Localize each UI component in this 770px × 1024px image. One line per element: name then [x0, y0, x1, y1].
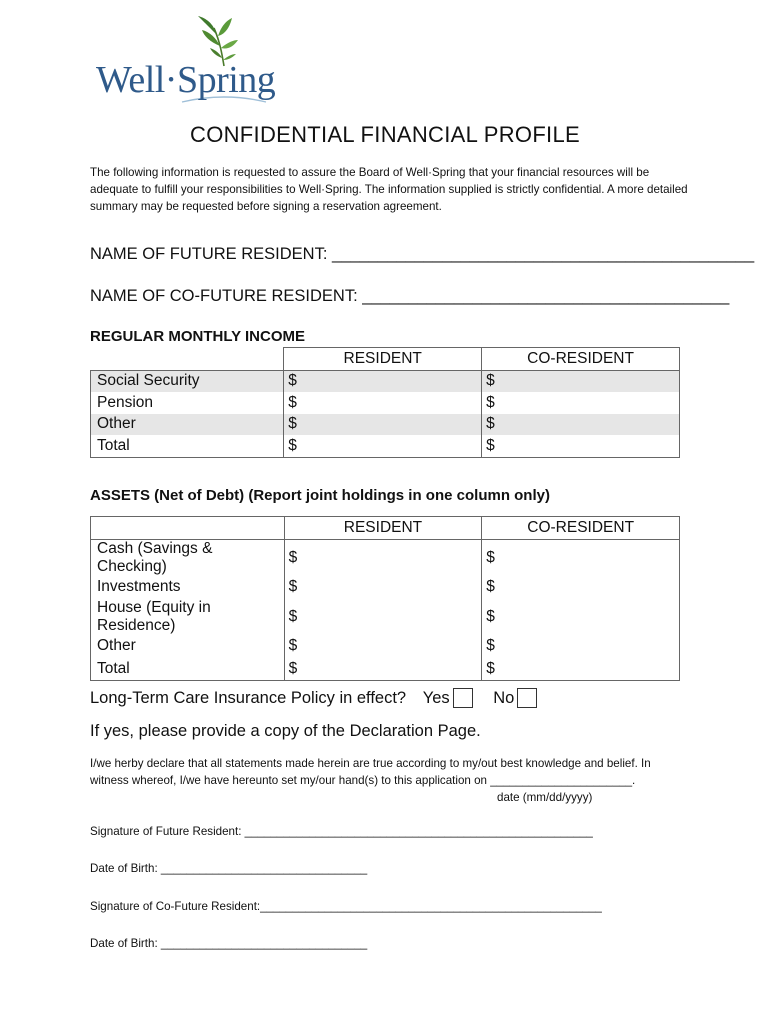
co-resident-amount-cell[interactable]: $: [482, 414, 680, 436]
row-label: Pension: [91, 392, 284, 414]
resident-amount-cell[interactable]: $: [284, 635, 482, 658]
co-resident-amount-cell[interactable]: $: [482, 635, 680, 658]
ltc-question-row: [90, 688, 537, 708]
yes-checkbox[interactable]: [453, 688, 473, 708]
intro-paragraph: The following information is requested to assure the Board of Well·Spring that your financial resources will be adequate to fulfill your responsibilities to Well·Spring. The information supplied is strictly confidential. A more detailed summary may be requested before signing a reservation agreement.: [90, 166, 688, 213]
resident-amount-cell[interactable]: $: [284, 539, 482, 576]
ltc-question: Long-Term Care Insurance Policy in effect?: [90, 689, 407, 707]
resident-amount-cell[interactable]: $: [284, 576, 482, 599]
table-header-row: [91, 517, 680, 540]
income-heading: REGULAR MONTHLY INCOME: [90, 328, 306, 345]
future-resident-signature-field[interactable]: Signature of Future Resident: ______________________________________________________: [90, 825, 593, 838]
dob-field-2[interactable]: Date of Birth: ________________________________: [90, 937, 368, 950]
header-blank: [91, 517, 285, 540]
table-header-row: [91, 348, 680, 371]
table-row: [91, 576, 680, 599]
table-row: [91, 635, 680, 658]
resident-amount-cell[interactable]: $: [284, 435, 482, 457]
row-label: House (Equity in Residence): [91, 599, 285, 635]
co-resident-amount-cell[interactable]: $: [482, 370, 680, 392]
row-label: Total: [91, 658, 285, 681]
co-resident-amount-cell[interactable]: $: [482, 599, 680, 635]
resident-amount-cell[interactable]: $: [284, 370, 482, 392]
resident-amount-cell[interactable]: $: [284, 599, 482, 635]
table-row: [91, 392, 680, 414]
assets-table: [90, 516, 680, 681]
resident-amount-cell[interactable]: $: [284, 414, 482, 436]
header-resident: RESIDENT: [284, 517, 482, 540]
header-co-resident: CO-RESIDENT: [482, 348, 680, 371]
table-row: [91, 414, 680, 436]
table-row: [91, 435, 680, 457]
co-resident-amount-cell[interactable]: $: [482, 392, 680, 414]
co-resident-amount-cell[interactable]: $: [482, 539, 680, 576]
wellspring-logo: [96, 14, 276, 106]
row-label: Cash (Savings & Checking): [91, 539, 285, 576]
resident-amount-cell[interactable]: $: [284, 658, 482, 681]
co-resident-amount-cell[interactable]: $: [482, 576, 680, 599]
logo-text: Well·Spring: [96, 59, 276, 101]
table-row: [91, 370, 680, 392]
income-table: [90, 347, 680, 458]
yes-label: Yes: [422, 689, 450, 707]
future-resident-name-field[interactable]: NAME OF FUTURE RESIDENT: ______________________________________________: [90, 245, 755, 263]
no-label: No: [493, 689, 515, 707]
co-resident-amount-cell[interactable]: $: [482, 658, 680, 681]
page-title: CONFIDENTIAL FINANCIAL PROFILE: [190, 122, 580, 147]
header-blank: [91, 348, 284, 371]
table-row: [91, 539, 680, 576]
resident-amount-cell[interactable]: $: [284, 392, 482, 414]
row-label: Investments: [91, 576, 285, 599]
no-checkbox[interactable]: [517, 688, 537, 708]
row-label: Social Security: [91, 370, 284, 392]
dob-field-1[interactable]: Date of Birth: ________________________________: [90, 862, 368, 875]
row-label: Other: [91, 414, 284, 436]
co-future-resident-name-field[interactable]: NAME OF CO-FUTURE RESIDENT: ________________________________________: [90, 287, 730, 305]
co-resident-amount-cell[interactable]: $: [482, 435, 680, 457]
table-row: [91, 658, 680, 681]
table-row: [91, 599, 680, 635]
assets-heading: ASSETS (Net of Debt) (Report joint holdings in one column only): [90, 487, 550, 504]
declaration-text: I/we herby declare that all statements made herein are true according to my/out best knowledge and belief. In witness whereof, I/we have hereunto set my/our hand(s) to this application on ______________________.: [90, 757, 651, 787]
header-co-resident: CO-RESIDENT: [482, 517, 680, 540]
row-label: Total: [91, 435, 284, 457]
co-future-resident-signature-field[interactable]: Signature of Co-Future Resident:_____________________________________________________: [90, 900, 602, 913]
ltc-note: If yes, please provide a copy of the Declaration Page.: [90, 722, 481, 740]
header-resident: RESIDENT: [284, 348, 482, 371]
date-hint: date (mm/dd/yyyy): [497, 791, 593, 804]
row-label: Other: [91, 635, 285, 658]
